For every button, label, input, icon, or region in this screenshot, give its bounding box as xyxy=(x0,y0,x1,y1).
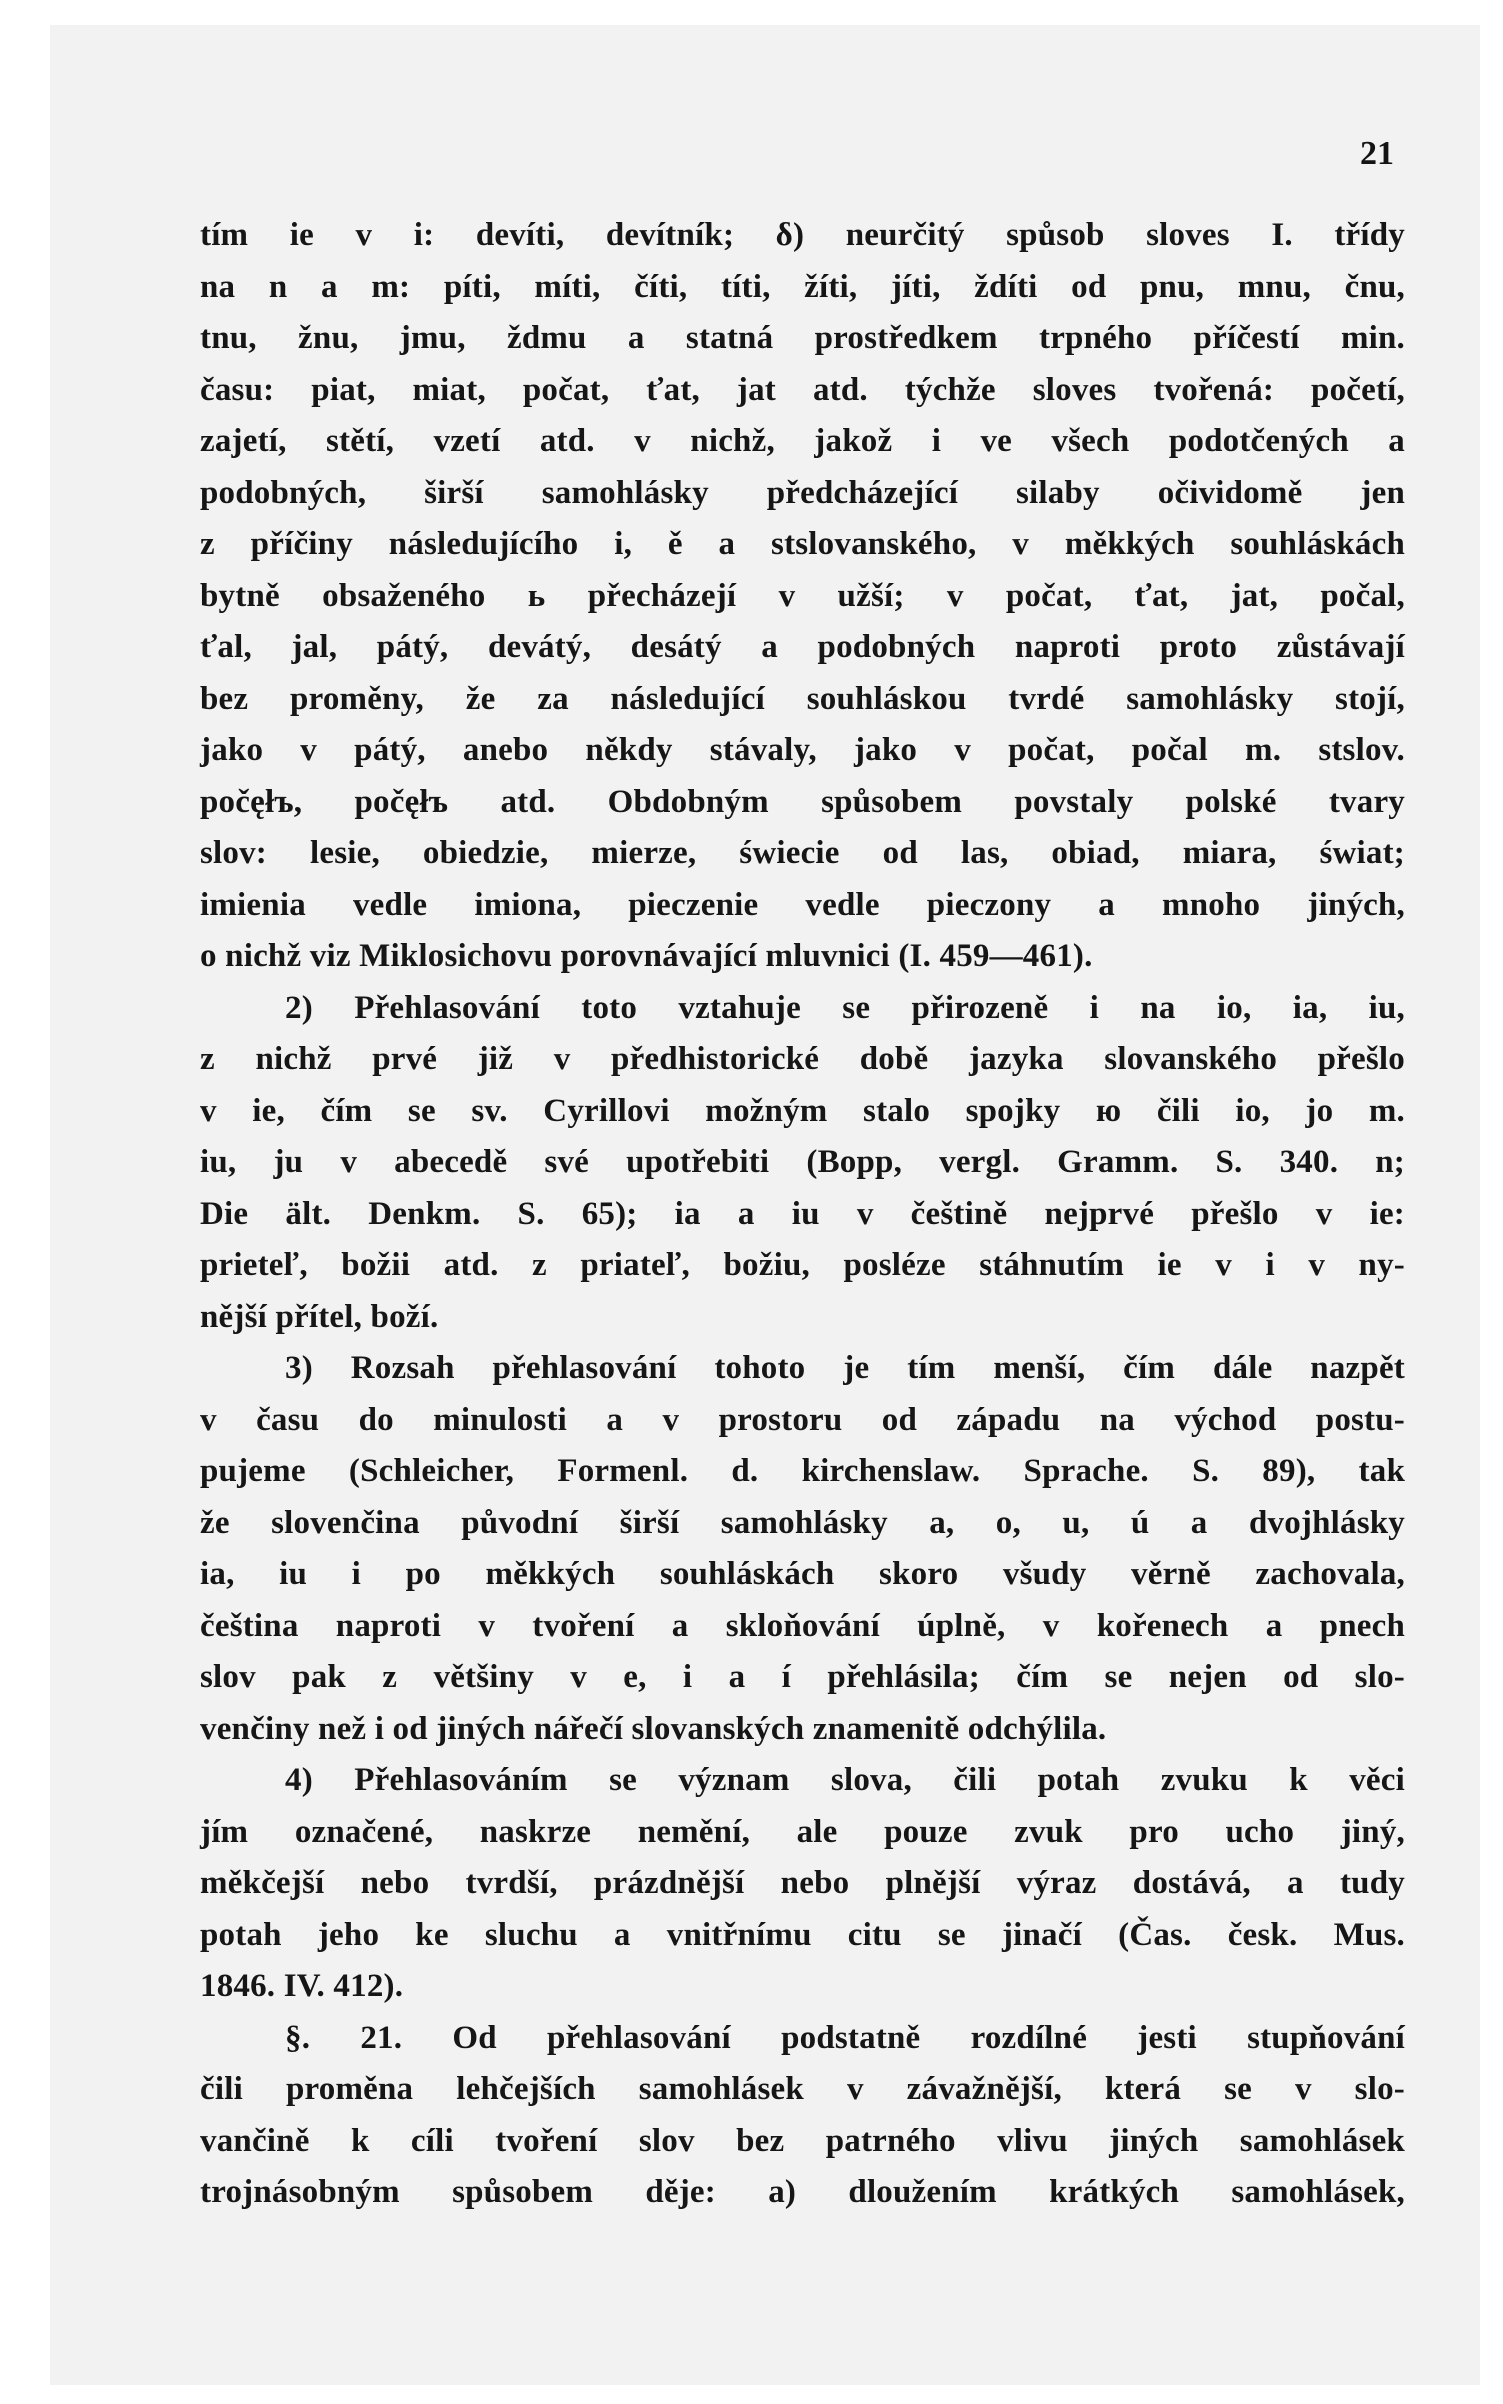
text-line: bytně obsaženého ь přecházejí v užší; v počat, ťat, jat, počal, xyxy=(200,577,1405,614)
text-line: iu, ju v abecedě své upotřebiti (Bopp, vergl. Gramm. S. 340. n; xyxy=(200,1144,1405,1180)
text-line: Die ält. Denkm. S. 65); ia a iu v češtině nejprvé přešlo v ie: xyxy=(200,1195,1405,1232)
text-line: v ie, čím se sv. Cyrillovi možným stalo spojky ю čili io, jo m. xyxy=(200,1092,1405,1129)
text-line: měkčejší nebo tvrdší, prázdnější nebo plnější výraz dostává, a tudy xyxy=(200,1865,1405,1901)
text-line: tím ie v i: devíti, devítník; δ) neurčitý spůsob sloves I. třídy xyxy=(200,217,1405,253)
text-line: tnu, žnu, jmu, ždmu a statná prostředkem trpného příčestí min. xyxy=(200,320,1405,356)
text-line: počęłъ, počęłъ atd. Obdobným spůsobem povstaly polské tvary xyxy=(200,783,1405,820)
page-number: 21 xyxy=(1360,135,1394,172)
text-line: o nichž viz Miklosichovu porovnávající mluvnici (I. 459—461). xyxy=(200,938,1093,974)
text-line: vančině k cíli tvoření slov bez patrného vlivu jiných samohlásek xyxy=(200,2122,1405,2159)
text-line: venčiny než i od jiných nářečí slovanských znamenitě odchýlila. xyxy=(200,1710,1107,1747)
text-line: na n a m: píti, míti, číti, títi, žíti, jíti, ždíti od pnu, mnu, čnu, xyxy=(200,268,1405,305)
text-line: zajetí, stětí, vzetí atd. v nichž, jakož i ve všech podotčených a xyxy=(200,423,1405,459)
text-line: imienia vedle imiona, pieczenie vedle pieczony a mnoho jiných, xyxy=(200,886,1405,923)
text-line: času: piat, miat, počat, ťat, jat atd. týchže sloves tvořená: početí, xyxy=(200,371,1405,408)
body-text xyxy=(200,210,1405,2219)
text-line: ia, iu i po měkkých souhláskách skoro všudy věrně zachovala, xyxy=(200,1556,1405,1592)
text-line: prieteľ, božii atd. z priateľ, božiu, posléze stáhnutím ie v i v ny- xyxy=(200,1247,1405,1283)
text-line: §. 21. Od přehlasování podstatně rozdílné jesti stupňování xyxy=(285,2019,1405,2056)
book-page xyxy=(50,25,1480,2385)
text-line: podobných, širší samohlásky předcházející silaby očividomě jen xyxy=(200,474,1405,511)
text-line: 4) Přehlasováním se význam slova, čili potah zvuku k věci xyxy=(285,1762,1405,1798)
text-line: trojnásobným spůsobem děje: a) dloužením krátkých samohlásek, xyxy=(200,2174,1405,2210)
text-line: že slovenčina původní širší samohlásky a, o, u, ú a dvojhlásky xyxy=(200,1504,1405,1541)
text-line: čili proměna lehčejších samohlásek v závažnější, která se v slo- xyxy=(200,2071,1405,2107)
text-line: jako v pátý, anebo někdy stávaly, jako v počat, počal m. stslov. xyxy=(200,732,1405,768)
text-line: nější přítel, boží. xyxy=(200,1298,439,1335)
text-line: slov: lesie, obiedzie, mierze, świecie od las, obiad, miara, świat; xyxy=(200,835,1405,871)
text-line: ťal, jal, pátý, devátý, desátý a podobných naproti proto zůstávají xyxy=(200,629,1405,665)
text-line: pujeme (Schleicher, Formenl. d. kirchenslaw. Sprache. S. 89), tak xyxy=(200,1453,1405,1489)
text-line: 3) Rozsah přehlasování tohoto je tím menší, čím dále nazpět xyxy=(285,1350,1405,1386)
text-line: jím označené, naskrze nemění, ale pouze zvuk pro ucho jiný, xyxy=(200,1813,1405,1850)
text-line: potah jeho ke sluchu a vnitřnímu citu se jinačí (Čas. česk. Mus. xyxy=(200,1916,1405,1953)
text-line: bez proměny, že za následující souhláskou tvrdé samohlásky stojí, xyxy=(200,680,1405,717)
text-line: z nichž prvé již v předhistorické době jazyka slovanského přešlo xyxy=(200,1041,1405,1077)
text-line: z příčiny následujícího i, ě a stslovanského, v měkkých souhláskách xyxy=(200,526,1405,562)
text-line: čeština naproti v tvoření a skloňování úplně, v kořenech a pnech xyxy=(200,1607,1405,1644)
text-line: slov pak z většiny v e, i a í přehlásila; čím se nejen od slo- xyxy=(200,1659,1405,1695)
text-line: 2) Přehlasování toto vztahuje se přirozeně i na io, ia, iu, xyxy=(285,989,1405,1026)
text-line: 1846. IV. 412). xyxy=(200,1968,404,2004)
text-line: v času do minulosti a v prostoru od západu na východ postu- xyxy=(200,1401,1405,1438)
